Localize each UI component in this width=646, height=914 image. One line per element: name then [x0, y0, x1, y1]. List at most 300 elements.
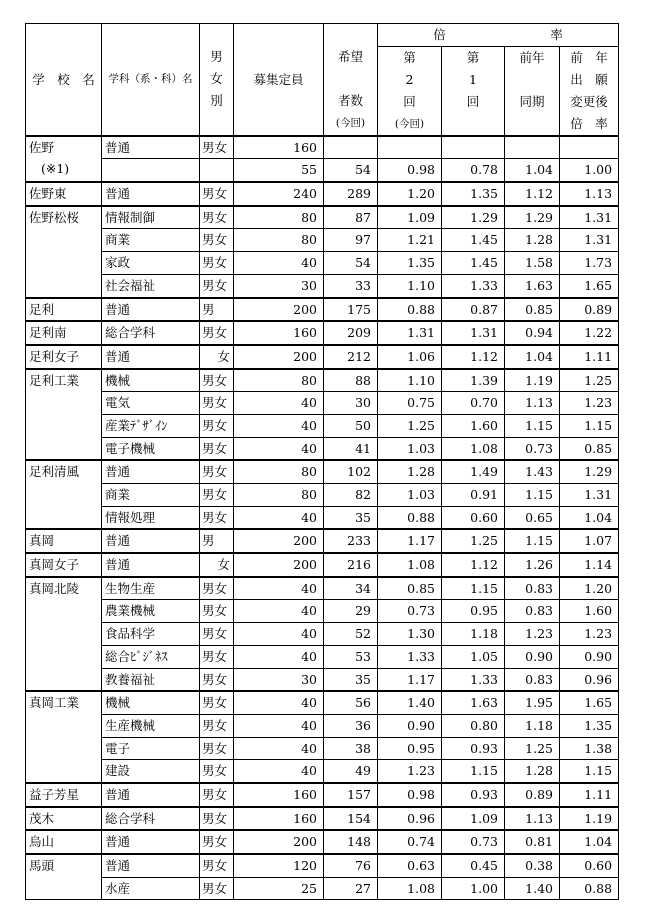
ratio-prev-year-cell: 0.94: [505, 321, 560, 345]
applicants-cell: 209: [324, 321, 378, 345]
course-cell: 建設: [102, 760, 200, 783]
header-ratio1-3: 回: [466, 93, 480, 109]
applicants-cell: 35: [324, 668, 378, 691]
course-cell: 普通: [102, 783, 200, 807]
applicants-cell: 102: [324, 460, 378, 483]
school-name-cell: [26, 460, 102, 529]
ratio-second-cell: 1.08: [378, 553, 442, 577]
header-final-3: 変更後: [570, 93, 608, 109]
ratio-first-cell: 0.73: [442, 830, 505, 854]
applicants-cell: 97: [324, 229, 378, 252]
ratio-final-cell: 1.07: [560, 529, 619, 553]
quota-cell: 200: [234, 298, 324, 322]
school-name-cell: [26, 345, 102, 369]
table-body: [26, 136, 619, 900]
quota-cell: 120: [234, 854, 324, 877]
table-row: [26, 623, 619, 646]
school-name: 烏山: [29, 834, 55, 850]
header-ratio2-3: 回: [403, 93, 416, 109]
course-cell: 教養福祉: [102, 668, 200, 691]
quota-cell: 80: [234, 484, 324, 507]
ratio-second-cell: 1.25: [378, 414, 442, 437]
quota-cell: 160: [234, 783, 324, 807]
ratio-second-cell: 0.96: [378, 807, 442, 831]
school-name-cell: [26, 854, 102, 900]
course-cell: 普通: [102, 553, 200, 577]
ratio-final-cell: 1.11: [560, 783, 619, 807]
ratio-final-cell: 0.90: [560, 645, 619, 668]
sex-cell: 男女: [200, 136, 234, 159]
header-sex-1: 男: [210, 49, 223, 64]
ratio-second-cell: 1.23: [378, 760, 442, 783]
quota-cell: 240: [234, 182, 324, 206]
ratio-final-cell: 1.25: [560, 369, 619, 392]
school-name-cell: [26, 206, 102, 298]
course-cell: 産業ﾃﾞｻﾞｲﾝ: [102, 414, 200, 437]
table-row: [26, 484, 619, 507]
sex-cell: 女: [200, 553, 234, 577]
ratio-prev-year-cell: 1.15: [505, 529, 560, 553]
school-name: 真岡: [29, 533, 55, 549]
ratio-first-cell: 0.95: [442, 600, 505, 623]
applicants-cell: 175: [324, 298, 378, 322]
header-ratio-char-1: 倍: [433, 27, 446, 42]
quota-cell: 40: [234, 577, 324, 600]
table-row: [26, 136, 619, 159]
applicants-cell: 30: [324, 392, 378, 415]
sex-cell: 男女: [200, 577, 234, 600]
ratio-second-cell: 1.10: [378, 369, 442, 392]
applicants-cell: 233: [324, 529, 378, 553]
quota-cell: 40: [234, 506, 324, 529]
ratio-final-cell: 1.19: [560, 807, 619, 831]
table-row: [26, 229, 619, 252]
header-applicants-1: 希望: [337, 49, 363, 64]
quota-cell: 40: [234, 392, 324, 415]
sex-cell: 男女: [200, 369, 234, 392]
ratio-first-cell: 1.45: [442, 252, 505, 275]
ratio-first-cell: 1.15: [442, 577, 505, 600]
ratio-final-cell: 1.14: [560, 553, 619, 577]
applicants-cell: 50: [324, 414, 378, 437]
school-name: 佐野東: [29, 186, 67, 202]
course-cell: 普通: [102, 529, 200, 553]
ratio-second-cell: [378, 136, 442, 159]
header-final-2: 出 願: [570, 71, 608, 87]
quota-cell: 40: [234, 714, 324, 737]
table-row: [26, 830, 619, 854]
course-cell: 家政: [102, 252, 200, 275]
quota-cell: 40: [234, 437, 324, 460]
table-row: [26, 345, 619, 369]
header-ratio1: [442, 46, 505, 136]
table-row: [26, 392, 619, 415]
applicants-cell: 157: [324, 783, 378, 807]
header-ratio2-1: 第: [403, 49, 416, 65]
table-row: [26, 274, 619, 297]
sex-cell: [200, 159, 234, 182]
ratio-final-cell: 1.65: [560, 274, 619, 297]
ratio-prev-year-cell: 1.04: [505, 159, 560, 182]
sex-cell: 男女: [200, 783, 234, 807]
header-school-label: 学 校 名: [32, 71, 95, 87]
ratio-first-cell: 1.35: [442, 182, 505, 206]
ratio-final-cell: 1.15: [560, 414, 619, 437]
quota-cell: 200: [234, 553, 324, 577]
ratio-final-cell: 1.11: [560, 345, 619, 369]
sex-cell: 男女: [200, 623, 234, 646]
ratio-prev-year-cell: 1.43: [505, 460, 560, 483]
table-header: [26, 24, 619, 136]
header-final-1: 前 年: [570, 49, 608, 65]
quota-cell: 40: [234, 414, 324, 437]
quota-cell: 200: [234, 529, 324, 553]
course-cell: 普通: [102, 830, 200, 854]
table-row: [26, 854, 619, 877]
quota-cell: 40: [234, 600, 324, 623]
ratio-first-cell: 0.87: [442, 298, 505, 322]
table-row: [26, 529, 619, 553]
sex-cell: 男女: [200, 252, 234, 275]
sex-cell: 男: [200, 298, 234, 322]
ratio-final-cell: 1.73: [560, 252, 619, 275]
ratio-final-cell: 1.31: [560, 229, 619, 252]
header-course: [102, 24, 200, 136]
school-name: 益子芳星: [29, 786, 80, 802]
ratio-first-cell: 1.08: [442, 437, 505, 460]
ratio-final-cell: 1.04: [560, 506, 619, 529]
course-cell: 機械: [102, 691, 200, 714]
ratio-second-cell: 1.31: [378, 321, 442, 345]
ratio-prev-year-cell: 0.90: [505, 645, 560, 668]
ratio-first-cell: 1.63: [442, 691, 505, 714]
quota-cell: 160: [234, 321, 324, 345]
quota-cell: 200: [234, 345, 324, 369]
school-name: 足利南: [29, 325, 67, 341]
school-name: 足利清風: [29, 464, 80, 480]
table-row: [26, 298, 619, 322]
ratio-first-cell: 1.25: [442, 529, 505, 553]
course-cell: 農業機械: [102, 600, 200, 623]
ratio-final-cell: 0.60: [560, 854, 619, 877]
course-cell: 商業: [102, 229, 200, 252]
sex-cell: 女: [200, 345, 234, 369]
table-row: [26, 714, 619, 737]
course-cell: 普通: [102, 136, 200, 159]
table-row: [26, 369, 619, 392]
ratio-second-cell: 1.03: [378, 437, 442, 460]
table-row: [26, 783, 619, 807]
sex-cell: 男女: [200, 807, 234, 831]
school-name-cell: [26, 691, 102, 783]
ratio-first-cell: 1.33: [442, 274, 505, 297]
header-ratio2: [378, 46, 442, 136]
school-name: 真岡女子: [29, 557, 80, 573]
course-cell: 水産: [102, 877, 200, 900]
school-name: 真岡工業: [29, 695, 80, 711]
sex-cell: 男女: [200, 460, 234, 483]
ratio-prev-year-cell: 1.28: [505, 760, 560, 783]
header-ratio-group: [378, 24, 619, 47]
quota-cell: 80: [234, 229, 324, 252]
school-name-cell: [26, 182, 102, 206]
header-sex-3: 別: [210, 93, 223, 108]
header-school: [26, 24, 102, 136]
table-row: [26, 252, 619, 275]
quota-cell: 40: [234, 760, 324, 783]
ratio-first-cell: 1.18: [442, 623, 505, 646]
ratio-first-cell: 0.93: [442, 783, 505, 807]
header-sex: [200, 24, 234, 136]
applicants-cell: 76: [324, 854, 378, 877]
ratio-second-cell: 1.17: [378, 668, 442, 691]
applicants-cell: 41: [324, 437, 378, 460]
quota-cell: 80: [234, 369, 324, 392]
course-cell: 生物生産: [102, 577, 200, 600]
header-quota-label: 募集定員: [253, 71, 304, 87]
ratio-first-cell: 1.39: [442, 369, 505, 392]
ratio-first-cell: [442, 136, 505, 159]
ratio-final-cell: 0.85: [560, 437, 619, 460]
ratio-second-cell: 1.03: [378, 484, 442, 507]
ratio-prev-year-cell: [505, 136, 560, 159]
school-name: 足利: [29, 301, 55, 317]
sex-cell: 男女: [200, 645, 234, 668]
ratio-final-cell: 1.23: [560, 623, 619, 646]
table-row: [26, 760, 619, 783]
header-sex-2: 女: [210, 71, 223, 86]
ratio-first-cell: 1.00: [442, 877, 505, 900]
applicants-cell: [324, 136, 378, 159]
school-name-cell: [26, 553, 102, 577]
header-quota: [234, 24, 324, 136]
ratio-prev-year-cell: 0.83: [505, 577, 560, 600]
quota-cell: 200: [234, 830, 324, 854]
header-course-label: 学科（系・科）名: [108, 72, 193, 85]
ratio-first-cell: 1.15: [442, 760, 505, 783]
ratio-prev-year-cell: 1.04: [505, 345, 560, 369]
ratio-prev-year-cell: 0.73: [505, 437, 560, 460]
ratio-final-cell: 1.35: [560, 714, 619, 737]
school-name-cell: [26, 807, 102, 831]
ratio-first-cell: 1.31: [442, 321, 505, 345]
header-ratio1-1: 第: [466, 49, 480, 65]
applicants-cell: 54: [324, 159, 378, 182]
ratio-first-cell: 0.80: [442, 714, 505, 737]
ratio-prev-year-cell: 0.89: [505, 783, 560, 807]
sex-cell: 男女: [200, 854, 234, 877]
ratio-second-cell: 0.75: [378, 392, 442, 415]
sex-cell: 男女: [200, 691, 234, 714]
sex-cell: 男女: [200, 668, 234, 691]
ratio-first-cell: 1.45: [442, 229, 505, 252]
ratio-prev-year-cell: 1.13: [505, 807, 560, 831]
ratio-first-cell: 1.12: [442, 553, 505, 577]
ratio-final-cell: 1.15: [560, 760, 619, 783]
course-cell: 商業: [102, 484, 200, 507]
applicants-cell: 35: [324, 506, 378, 529]
school-note: (※1): [41, 160, 70, 176]
school-name-cell: [26, 369, 102, 461]
course-cell: 総合学科: [102, 321, 200, 345]
sex-cell: 男女: [200, 206, 234, 229]
ratio-final-cell: 1.38: [560, 737, 619, 760]
ratio-prev-year-cell: 0.83: [505, 668, 560, 691]
applicants-cell: 38: [324, 737, 378, 760]
ratio-prev-year-cell: 1.19: [505, 369, 560, 392]
table-row: [26, 159, 619, 182]
table-row: [26, 807, 619, 831]
sex-cell: 男女: [200, 830, 234, 854]
sex-cell: 男女: [200, 760, 234, 783]
sex-cell: 男女: [200, 182, 234, 206]
table-row: [26, 553, 619, 577]
table-row: [26, 206, 619, 229]
course-cell: [102, 159, 200, 182]
header-applicants-2: 者数: [337, 93, 363, 108]
ratio-final-cell: 1.04: [560, 830, 619, 854]
sex-cell: 男女: [200, 737, 234, 760]
course-cell: 情報制御: [102, 206, 200, 229]
applicant-ratio-table: [25, 23, 619, 900]
sex-cell: 男女: [200, 714, 234, 737]
ratio-prev-year-cell: 0.85: [505, 298, 560, 322]
header-ratio2-4: (今回): [394, 117, 425, 130]
applicants-cell: 54: [324, 252, 378, 275]
ratio-second-cell: 1.33: [378, 645, 442, 668]
header-prev: [505, 46, 560, 136]
ratio-prev-year-cell: 1.29: [505, 206, 560, 229]
table-row: [26, 600, 619, 623]
ratio-second-cell: 0.63: [378, 854, 442, 877]
ratio-second-cell: 0.73: [378, 600, 442, 623]
quota-cell: 40: [234, 737, 324, 760]
quota-cell: 40: [234, 252, 324, 275]
ratio-prev-year-cell: 1.15: [505, 414, 560, 437]
ratio-second-cell: 1.40: [378, 691, 442, 714]
applicants-cell: 88: [324, 369, 378, 392]
applicants-cell: 87: [324, 206, 378, 229]
ratio-final-cell: 1.31: [560, 206, 619, 229]
course-cell: 総合学科: [102, 807, 200, 831]
ratio-second-cell: 1.20: [378, 182, 442, 206]
ratio-prev-year-cell: 1.28: [505, 229, 560, 252]
ratio-final-cell: 1.22: [560, 321, 619, 345]
applicants-cell: 36: [324, 714, 378, 737]
ratio-second-cell: 1.30: [378, 623, 442, 646]
ratio-prev-year-cell: 1.40: [505, 877, 560, 900]
ratio-final-cell: 1.60: [560, 600, 619, 623]
applicants-cell: 289: [324, 182, 378, 206]
course-cell: 普通: [102, 345, 200, 369]
course-cell: 普通: [102, 854, 200, 877]
table-row: [26, 414, 619, 437]
ratio-prev-year-cell: 1.58: [505, 252, 560, 275]
sex-cell: 男女: [200, 437, 234, 460]
ratio-final-cell: 1.00: [560, 159, 619, 182]
ratio-second-cell: 0.95: [378, 737, 442, 760]
table-row: [26, 437, 619, 460]
header-ratio-char-2: 率: [550, 27, 563, 42]
sex-cell: 男女: [200, 392, 234, 415]
ratio-first-cell: 0.45: [442, 854, 505, 877]
ratio-first-cell: 1.49: [442, 460, 505, 483]
sex-cell: 男女: [200, 506, 234, 529]
applicants-cell: 154: [324, 807, 378, 831]
ratio-final-cell: 0.88: [560, 877, 619, 900]
applicants-cell: 56: [324, 691, 378, 714]
table-row: [26, 182, 619, 206]
course-cell: 電子機械: [102, 437, 200, 460]
ratio-prev-year-cell: 1.18: [505, 714, 560, 737]
applicants-cell: 148: [324, 830, 378, 854]
sex-cell: 男女: [200, 414, 234, 437]
quota-cell: 80: [234, 206, 324, 229]
applicants-cell: 52: [324, 623, 378, 646]
school-name-cell: [26, 529, 102, 553]
header-ratio1-2: 1: [469, 71, 477, 87]
ratio-final-cell: 1.20: [560, 577, 619, 600]
ratio-final-cell: 1.29: [560, 460, 619, 483]
ratio-second-cell: 0.74: [378, 830, 442, 854]
quota-cell: 30: [234, 274, 324, 297]
ratio-final-cell: 1.13: [560, 182, 619, 206]
ratio-first-cell: 0.93: [442, 737, 505, 760]
table-row: [26, 577, 619, 600]
applicants-cell: 33: [324, 274, 378, 297]
quota-cell: 80: [234, 460, 324, 483]
ratio-first-cell: 1.12: [442, 345, 505, 369]
sex-cell: 男女: [200, 484, 234, 507]
quota-cell: 40: [234, 645, 324, 668]
table-row: [26, 321, 619, 345]
ratio-prev-year-cell: 0.38: [505, 854, 560, 877]
school-name-cell: [26, 136, 102, 182]
course-cell: 電子: [102, 737, 200, 760]
course-cell: 総合ﾋﾞｼﾞﾈｽ: [102, 645, 200, 668]
table-row: [26, 645, 619, 668]
ratio-second-cell: 0.90: [378, 714, 442, 737]
ratio-prev-year-cell: 1.13: [505, 392, 560, 415]
quota-cell: 25: [234, 877, 324, 900]
sex-cell: 男女: [200, 321, 234, 345]
quota-cell: 160: [234, 807, 324, 831]
quota-cell: 160: [234, 136, 324, 159]
applicants-cell: 27: [324, 877, 378, 900]
applicants-cell: 49: [324, 760, 378, 783]
ratio-final-cell: 0.96: [560, 668, 619, 691]
school-name: 馬頭: [29, 858, 55, 873]
school-name-cell: [26, 321, 102, 345]
ratio-first-cell: 0.70: [442, 392, 505, 415]
header-final: [560, 46, 619, 136]
quota-cell: 40: [234, 691, 324, 714]
school-name-cell: [26, 577, 102, 691]
ratio-second-cell: 1.28: [378, 460, 442, 483]
table-row: [26, 460, 619, 483]
ratio-prev-year-cell: 0.83: [505, 600, 560, 623]
ratio-prev-year-cell: 1.63: [505, 274, 560, 297]
school-name-cell: [26, 830, 102, 854]
ratio-second-cell: 1.08: [378, 877, 442, 900]
course-cell: 電気: [102, 392, 200, 415]
ratio-second-cell: 1.06: [378, 345, 442, 369]
ratio-second-cell: 0.98: [378, 783, 442, 807]
ratio-second-cell: 1.10: [378, 274, 442, 297]
course-cell: 食品科学: [102, 623, 200, 646]
ratio-second-cell: 0.85: [378, 577, 442, 600]
applicants-cell: 212: [324, 345, 378, 369]
